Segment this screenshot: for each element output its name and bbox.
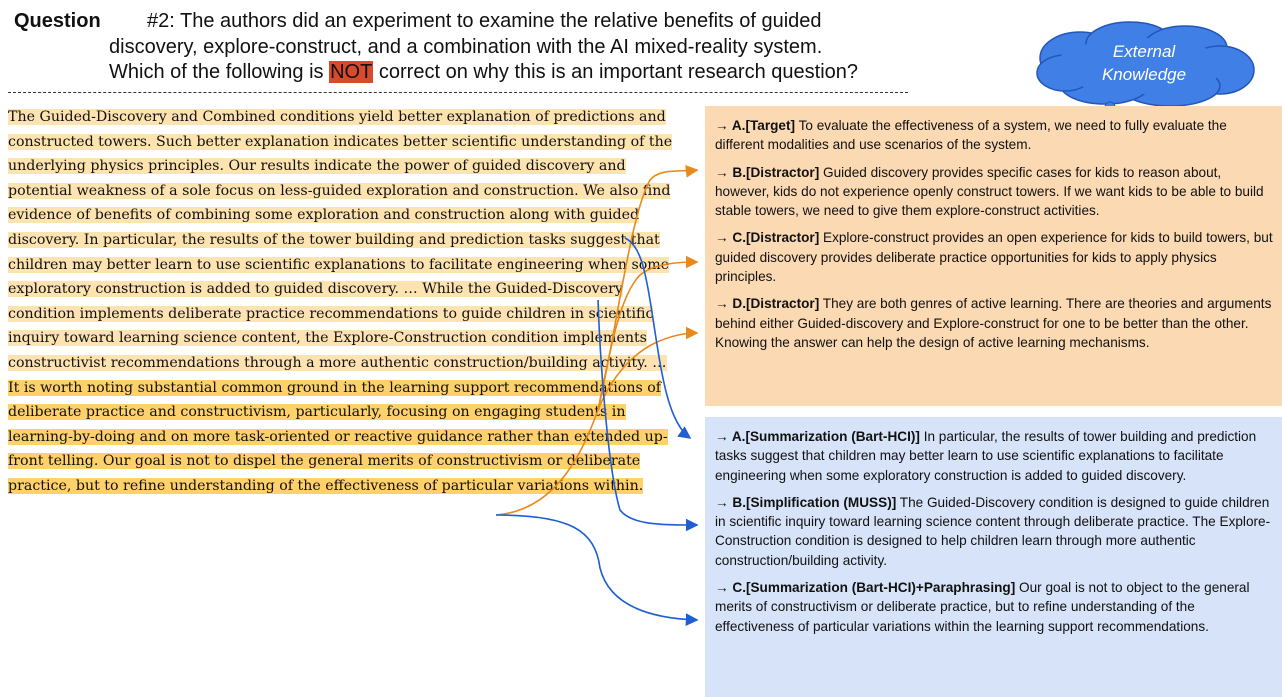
option-tag: → A.[Target] [715, 118, 796, 133]
arrow-orange-b [496, 170, 697, 515]
option-tag: → B.[Simplification (MUSS)] [715, 494, 897, 510]
not-emphasis: NOT [330, 61, 373, 83]
passage-paragraph-3: It is worth noting substantial common ground in the learning support recommendations of deliberate practice and constructivism, particularly, focusing on engaging students in learning-by-doing and on more task-oriented or reactive guidance rather than extended up-front telling. Our goal is not to dispel the general merits of constructivism or deliberate practice, but to refine understanding of the effectiveness of particular variations within. [8, 379, 668, 494]
question-line-3-pre: Which of the following is [109, 61, 330, 83]
option-text: Guided discovery provides specific cases for kids to reason about, however, kids do not experience openly construct towers. If we want kids to be able to build stable towers, we need to give them explore-construct activities. [715, 164, 1264, 219]
question-line-1: #2: The authors did an experiment to examine the relative benefits of guided [147, 10, 822, 32]
option-text: In particular, the results of tower building and prediction tasks suggest that children may better learn to use scientific explanations to facilitate engineering when some exploratory construction is added to guided discovery. [715, 429, 1257, 483]
question-label: Question [14, 10, 101, 32]
option-tag: → C.[Distractor] [715, 230, 820, 246]
option-tag: → D.[Distractor] [715, 296, 820, 312]
question-line-2: discovery, explore-construct, and a combination with the AI mixed-reality system. [109, 35, 823, 58]
cloud-label-line-1: External [1112, 42, 1176, 61]
arrow-blue-c [496, 515, 697, 620]
option-text: They are both genres of active learning. There are theories and arguments behind either Guided-discovery and Explore-construct for one to be better than the other. Knowing the answer can help the design of active learning mechanisms. [715, 296, 1272, 350]
option-tag: → A.[Summarization (Bart-HCI)] [715, 429, 920, 444]
arrow-blue-a [625, 238, 690, 438]
option-text: Explore-construct provides an open experience for kids to build towers, but guided discovery provides deliberate practice opportunities for kids to apply physics principles. [715, 230, 1273, 285]
question-line-3-post: correct on why this is an important research question? [373, 61, 859, 83]
option-tag: → B.[Distractor] [715, 164, 820, 180]
passage-paragraph-2: While the Guided-Discovery condition implements deliberate practice recommendations to guide children in scientific inquiry toward learning science content, the Explore-Construction condition implements constructivist recommendations through a more authentic construction/building activity. … [8, 281, 667, 371]
option-tag: → C.[Summarization (Bart-HCI)+Paraphrasing] [715, 580, 1016, 596]
passage-paragraph-1: The Guided-Discovery and Combined conditions yield better explanation of predictions and constructed towers. Such better explanation indicates better scientific understanding of the underlying physics principles. Our results indicate the power of guided discovery and potential weakness of a sole focus on less-guided exploration and construction. We also find evidence of benefits of combining some exploration and construction along with guided discovery. In particular, the results of the tower building and prediction tasks suggest that children may better learn to use scientific explanations to facilitate engineering when some exploratory construction is added to guided discovery. … [8, 109, 673, 298]
arrow-orange-d [598, 333, 697, 410]
cloud-label-line-2: Knowledge [1101, 65, 1187, 84]
option-text: The Guided-Discovery condition is designed to guide children in scientific inquiry toward learning science content through deliberate practice. The Explore-Construction condition is designed to help children learn through more authentic construction/building activity. [715, 494, 1271, 568]
option-text: Our goal is not to object to the general merits of constructivism or deliberate practice, but to refine understanding of the effectiveness of particular variations within the learning support recommendations. [715, 580, 1250, 634]
option-text: To evaluate the effectiveness of a system, we need to fully evaluate the different modalities and use scenarios of the system. [715, 118, 1227, 153]
